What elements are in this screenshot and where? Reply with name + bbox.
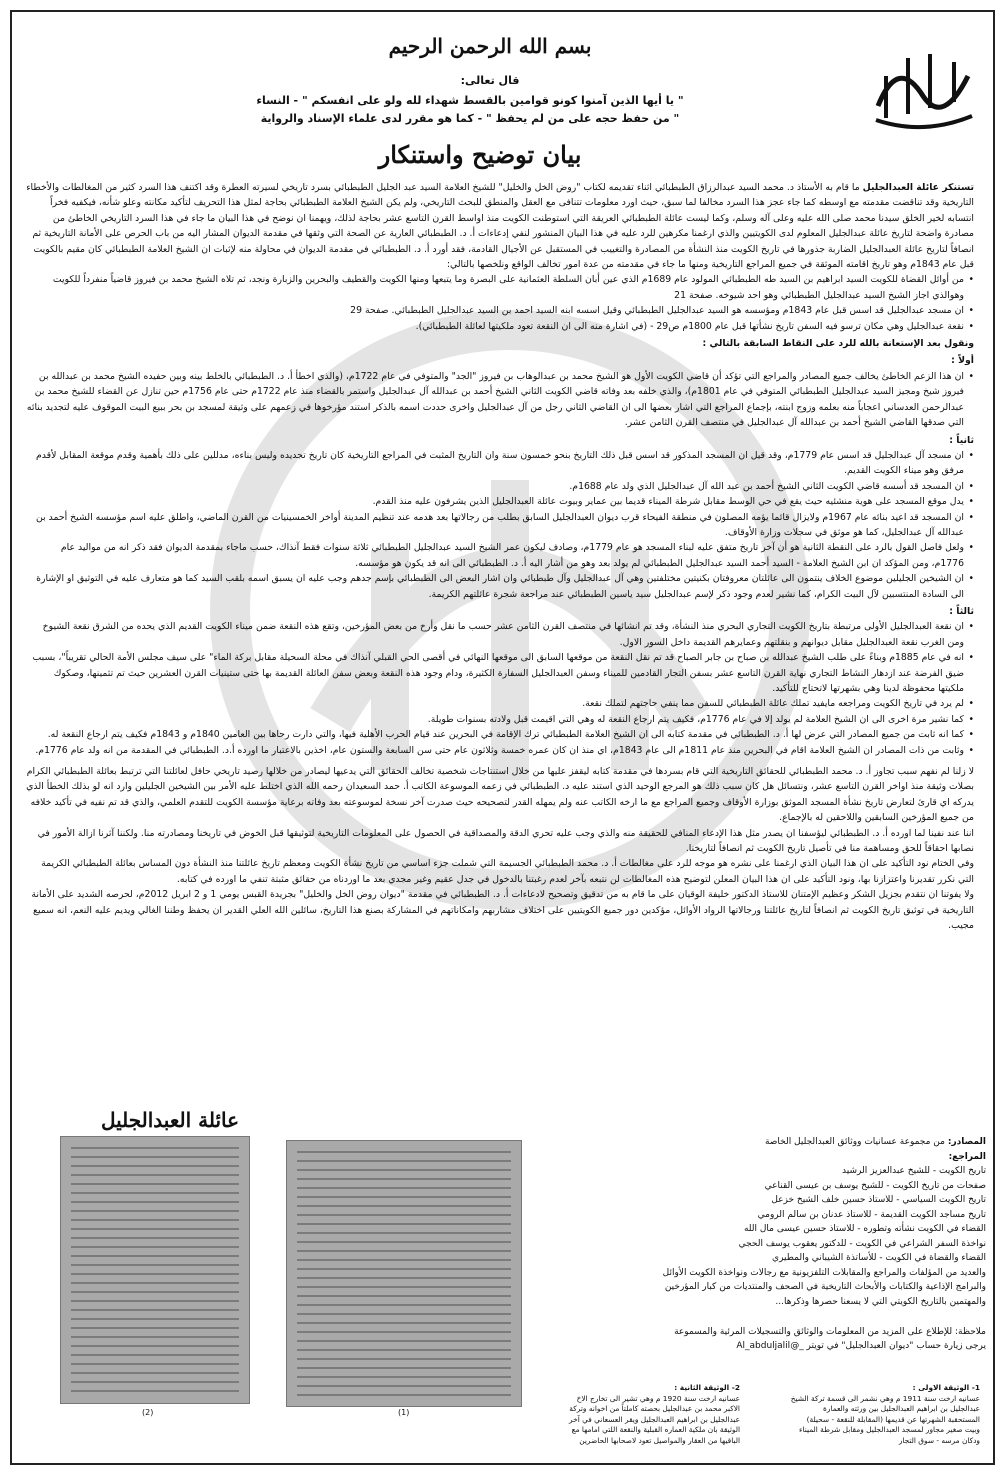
first-header: أولاً :	[951, 355, 974, 367]
document-image-2	[60, 1136, 250, 1404]
note-block	[660, 1325, 986, 1353]
intro-paragraph	[26, 180, 974, 272]
closing-paragraph: اننا عند نفينا لما اورده أ. د. الطبطبائي ليؤسفنا ان يصدر مثل هذا الإدعاء المنافي للحقيقة منه والذي وجب عليه تحري الدقة والمصداقية في الحصول على المعلومات التاريخية لتوثيقها قبل الخوض في تاريخنا ومصادرته منا. ولكننا آثرنا ازالة الأمور في نصابها احقاقاً للحق ومساهمة منا في تأصيل تاريخ الكويت ثم انصافاً لتاريخنا.	[37, 827, 974, 855]
intro-point: • من أوائل القضاة للكويت السيد ابراهيم بن السيد طه الطبطبائي المولود عام 1689م الذي عين أبان السلطة العثمانية على البصرة وما يتبعها ومنها الكويت والقطيف والبحرين والزبارة ونجد، ثم تلاه الشيخ محمد بن فيروز قاضياً منفرداً للكويت وهوالذي اجاز الشيخ السيد عبدالجليل الطبطبائي وهو احد شيوخه. صفحة 21	[26, 272, 974, 303]
doc1-caption	[790, 1383, 980, 1446]
second-header: ثانياً :	[949, 434, 974, 446]
basmala: بسم الله الرحمن الرحيم	[388, 34, 592, 58]
document-image-1	[286, 1140, 522, 1407]
ref-item: نواخذة السفر الشراعي في الكويت - للدكتور يعقوب يوسف الحجي	[738, 1238, 986, 1249]
sources-label: المصادر:	[947, 1137, 986, 1147]
closing-paragraph: ولا يفوتنا ان نتقدم بجزيل الشكر وعظيم الإمتنان للاستاذ الدكتور خليفة الوقيان على ما قام به من تدقيق وتصحيح لادعاءات أ. د. الطبطبائي في مقدمة "ديوان روض الخل والخليل" بجريدة القبس يومي 1 و 2 ابريل 2012م، لحرصه الشديد على الأمانة التاريخية في توثيق تاريخ الكويت ثم انصافاً لتاريخ عائلتنا ورجالاتها الرواد الأوائل، مؤكدين دور جميع الكويتيين على اختلاف مشاربهم وامكاناتهم في المشاركة بصنع هذا التاريخ، سائلين الله العلي القدير ان يحفظ وطننا الغالي ويديم عليه النعم، انه سميع مجيب.	[31, 889, 974, 932]
doc2-caption-title: 2- الوثيقة الثانية :	[674, 1383, 740, 1392]
verse-line-2: " من حفظ حجه على من لم يحفظ " - كما هو مقرر لدى علماء الإسناد والرواية	[260, 112, 680, 125]
ref-item: تاريخ مساجد الكويت القديمة - للاستاذ عدنان بن سالم الرومي	[757, 1209, 986, 1220]
ref-item: والعديد من المؤلفات والمراجع والمقابلات التلفزيونية مع رجالات ونواخذة الكويت الأوائل والبرامج الإذاعية والكتابات والأبحاث التاريخية في الصحف والمنتديات من كبار المؤرخين والمهتمين بالتاريخ الكويتي التي لا يسعنا حصرها وذكرها...	[662, 1267, 986, 1307]
note-line-1: ملاحظة: للإطلاع على المزيد من المعلومات والوثائق والتسجيلات المرئية والمسموعة	[674, 1327, 986, 1337]
second-point: • يدل موقع المسجد على هوية منشئيه حيث يقع في حي الوسط مقابل شرطة الميناء قديما بين عماير وبيوت عائلة العبدالجليل الذين يشرفون عليه منذ القدم.	[26, 494, 974, 509]
doc1-number: (1)	[398, 1408, 410, 1417]
ref-item: تاريخ الكويت السياسي - للاستاذ حسين خلف الشيخ خزعل	[771, 1195, 986, 1205]
reply-header: ونقول بعد الإستعانة بالله للرد على النقاط السابقة بالتالي :	[702, 338, 974, 350]
ref-item: القضاء في الكويت نشأته وتطوره - للاستاذ حسين عيسى مال الله	[743, 1224, 986, 1234]
statement-title: بيان توضيح واستنكار	[378, 140, 582, 169]
family-title: عائلة العبدالجليل	[100, 1108, 240, 1132]
first-point: • ان هذا الزعم الخاطئ يخالف جميع المصادر والمراجع التي تؤكد أن قاضي الكويت الأول هو الشيخ محمد بن عبدالوهاب بن فيروز "الجد" والمتوفي في عام 1722م، (والذي اخطأ أ. د. الطبطبائي بالخلط بينه وبين حفيده الشيخ محمد بن عبدالله بن فيروز شيخ ومجيز السيد عبدالجليل الطبطبائي المتوفي في عام 1801م)، والذي خلفه بعد وفاته قاضي الكويت الثاني الشيخ أحمد بن عبدالله آل عبدالجليل واستمر بالقضاء منذ عام 1722م حتى عام 1756م حين تنازل عن القضاء للشيخ محمد بن عبدالرحمن العدساني اعجاباً منه بعلمه وزوج ابنته، بإجماع المراجع التي اشار بعضها الى ان القاضي الثاني رجل من آل عبدالجليل واخرى حددت اسمه بالذكر استند مؤرخوها في زعمهم على وثيقة لمسجد بن بحر ببيع البيت الموقوف عليه لتجديد بنائه التي صدقها القاضي الشيخ أحمد بن عبدالله آل عبدالجليل في منتصف القرن الثامن عشر.	[26, 369, 974, 431]
verse-line-1: " يا أيها الذين آمنوا كونو قوامين بالقسط شهداء لله ولو على انفسكم " - النساء	[256, 94, 684, 107]
third-point: • لم يرد في تاريخ الكويت ومراجعه مايفيد تملك عائلة الطبطبائي للسفن مما ينفي حاجتهم لتملك نقعة.	[26, 696, 974, 711]
second-point: • ولعل فاصل القول بالرد على النقطة الثانية هو أن آخر تاريخ متفق عليه لبناء المسجد هو عام 1779م، وصادف ليكون عمر الشيخ السيد عبدالجليل الطبطبائي ثلاثة سنوات فقط آنذاك، حسب ماجاء بمقدمة الديوان فقد ذكر انه من مواليد عام 1776م، ومن المؤكد ان ابن الشيخ العلامة - السيد أحمد السيد عبدالجليل الطبطبائي لم يولد بعد وهو من أشار اليه أ. د. الطبطبائي الى انه قد يكون هو مؤسسه.	[26, 540, 974, 571]
second-point: • ان المسجد قد اعيد بنائه عام 1967م ولايزال قائما يؤمه المصلون في منطقة الفيحاء قرب ديوان العبدالجليل السابق بطلب من رجالاتها بعد هدمه عند تنظيم المدينة أواخر الخمسينيات من القرن الماضي، واطلق عليه اسم مؤسسه الشيخ أحمد بن عبدالله آل عبدالجليل، كما هو موثق في سجلات وزارة الأوقاف.	[26, 510, 974, 541]
note-line-2: يرجى زيارة حساب "ديوان العبدالجليل" في تويتر _@Al_abduljalil	[736, 1341, 986, 1351]
sources-line	[660, 1135, 986, 1150]
third-point: • انه في عام 1885م وبناءً على طلب الشيخ عبدالله بن صباح بن جابر الصباح قد تم نقل النقعة من موقعها السابق الى موقعها النهائي في أقصى الحي القبلي آنذاك في محلة السحيلة مقابل بركة الماء" على سيف مجلس الأمة الحالي تقريباً"، بسبب ضيق الفرضة عند ازدهار النشاط التجاري نهاية القرن التاسع عشر بسفن التجار القادمين للميناء وسفن العبدالجليل السفارة الكثيرة، ودام وجود هذه النقعة وبعض سفن العائلة القديمة بها حتى ستينيات القرن العشرين حيث تم تثمينها، وصكوك ملكيتها محفوظة لدينا وهي بشهرتها لاتحتاج للتأكيد.	[26, 650, 974, 696]
third-point: • ان نقعة العبدالجليل الأولى مرتبطة بتاريخ الكويت التجاري البحري منذ النشأة، وقد تم انشائها في منتصف القرن الثامن عشر حسب ما نقل وأرخ من بعض المؤرخين، وتقع هذه النقعة ضمن ميناء الكويت القديم الذي يحده من الشرق نقعة الشيوخ ومن الغرب نقعة العبدالجليل مقابل ديوانهم و بنقلتهم وعمايرهم القديمة داخل السور الاول.	[26, 619, 974, 650]
ref-item: صفحات من تاريخ الكويت - للشيخ يوسف بن عيسى القناعي	[764, 1180, 986, 1191]
second-point: • ان مسجد آل عبدالجليل قد اسس عام 1779م، وقد قيل ان المسجد المذكور قد اسس قبل ذلك التاريخ بنحو خمسون سنة وان التاريخ المثبت في المراجع التاريخية كان تاريخ تجديده وليس بناءه، مدللين على ذلك بأهمية وقدم موقعة المقابل لأقدم مرفق وهو ميناء الكويت القديم.	[26, 448, 974, 479]
sources-block	[660, 1135, 986, 1309]
intro-text: ما قام به الأستاذ د. محمد السيد عبدالرزاق الطبطبائي اثناء تقديمه لكتاب "روض الخل والخليل" للشيخ العلامة السيد عبد الجليل الطبطبائي بسرد تاريخي لسيرته العطرة وقد اكتنف هذا السرد كثير من المغالطات والأخطاء التاريخية وقد تناقضت مقدمته مع اوسطه كما جاء عجز هذا السرد مخالفا لما سبق، حيث اورد معلومات تتنافى مع العقل والمنطق للبحث التاريخي، ولم يكن الشيخ العلامة الطبطبائي بحاجة لمثل هذا التحريف لتأكيد مكانته وعلو شأنه، فيكفيه فخراً انتسابه لخير الخلق سيدنا محمد صلى الله عليه وعلى آله وسلم، وكما ليست عائلة الطبطبائي العريقة التي استوطنت الكويت منذ اواسط القرن التاسع عشر بحاجة لذلك، ويهمنا ان نوضح في هذا البيان ما جاء في هذا السرد التاريخي الخاطئ من مصادرة واضحة لتاريخ عائلة عبدالجليل المعلوم لدى الكويتيين والذي ارغمنا مكرهين للرد عليه في هذا البيان المنشور لنفي إدعاءات أ. د. الطبطبائي العارية عن الصحة التي وثقها في مقدمة الديوان المشار اليه من باب الحرص على الأمانة التاريخية ثم انصافاً لتاريخ عائلة العبدالجليل الضاربة جذورها في تاريخ الكويت منذ النشأة من المصادرة والتغييب في المستقبل عن الأجيال القادمة، فقد أورد أ. د. الطبطبائي في مقدمة الديوان في محاولة منه لإثبات ان الشيخ العلامة الطبطبائي كان مقيم بالكويت قبل عام 1843م وهو تاريخ اقامته الموثقة في جميع المراجع التاريخية ومنها ما جاء في مقدمته من عدة امور تخالف الواقع ونلخصها بالتالي:	[26, 182, 974, 271]
doc2-number: (2)	[142, 1408, 154, 1417]
qal-label: قال تعالى:	[460, 74, 520, 87]
second-point: • ان المسجد قد أسسه قاضي الكويت الثاني الشيخ أحمد بن عبد الله آل عبدالجليل الذي ولد عام 1688م.	[26, 479, 974, 494]
calligraphy-logo-icon	[868, 36, 978, 132]
second-point: • ان الشيخين الجليلين موضوع الخلاف ينتمون الى عائلتان معروفتان بكنيتين مختلفتين وهي آل عبدالجليل وآل طبطبائي وان اشار البعض الى الطبطبائي بإسم جدهم وجب عليه ان يسبق اسمه بلقب السيد كما هو متعارف عليه في التوثيق او الإشارة الى السادة المنتسبين لآل البيت الكرام، كما نشير لعدم وجود ذكر لإسم عبدالجليل سيد ياسين الطبطبائي عند مراجعة شجرة عائلتهم الكريمة.	[26, 571, 974, 602]
refs-label: المراجع:	[948, 1151, 986, 1162]
verse-block	[150, 92, 790, 128]
third-point: • كما انه ثابت من جميع المصادر التي عرض لها أ. د. الطبطبائي في مقدمة كتابه الى ان الشيخ العلامة الطبطبائي ترك الإقامة في البحرين عند قيام الحرب الأهلية فيها، والتي دارت رحاها بين العامين 1840م و 1843م فكيف يتم ارجاع النقعة له.	[26, 727, 974, 742]
sources-text: من مجموعة عسانيات ووثائق العبدالجليل الخاصة	[764, 1137, 945, 1147]
intro-lead: تستنكر عائلة العبدالجليل	[862, 182, 974, 193]
ref-item: تاريخ الكويت - للشيخ عبدالعزيز الرشيد	[842, 1166, 986, 1176]
ref-item: القضاء والقضاة في الكويت - للأساتذة الشيباني والمطيري	[772, 1253, 986, 1263]
doc2-caption	[560, 1383, 740, 1446]
intro-point: • ان مسجد عبدالجليل قد اسس قبل عام 1843م ومؤسسه هو السيد عبدالجليل الطبطبائي وقيل اسسه ابنه السيد احمد بن السيد عبدالجليل الطبطبائي. صفحة 29	[26, 303, 974, 318]
intro-point: • نقعة عبدالجليل وهي مكان ترسو فيه السفن تاريخ نشأتها قبل عام 1800م ص29 - (في اشارة منه الى ان النقعة تعود ملكيتها لعائلة الطبطبائي).	[26, 319, 974, 334]
doc1-caption-title: 1- الوثيقة الاولى :	[912, 1383, 980, 1392]
doc2-caption-text: عسانيه ارخت سنة 1920 م وهي تشير الى تخارج الاخ الاكبر محمد بن عبدالجليل بحصته كاملتاً من اخوانه وتركة عبدالجليل بن ابراهيم العبدالجليل ويقر العسعاني في آخر الوثيقة بان ملكية العماره القبلية والنقعة اللتي امامها مع الباقيها من العقار والمواصيل تعود لاصحابها الحاضرين	[569, 1393, 740, 1445]
third-point: • وثابت من ذات المصادر ان الشيخ العلامة اقام في البحرين منذ عام 1811م الى عام 1843م، اي منذ ان كان عمره خمسة وثلاثون عام حتى سن السابعة والستون عام، اخذين بالاعتبار ما اورده أ.د. الطبطبائي في المقدمة من انه ولد عام 1776م.	[26, 743, 974, 758]
third-header: ثالثاً :	[949, 605, 974, 617]
statement-body	[26, 180, 974, 934]
third-point: • كما نشير مرة اخرى الى ان الشيخ العلامة لم يولد إلا في عام 1776م، فكيف يتم ارجاع النقعة له وهي التي اقيمت قبل ولادته بسنوات طويلة.	[26, 712, 974, 727]
doc1-caption-text: عسانيه ارخت سنة 1911 م وهي نشمر الى قسمة تركة الشيخ عبدالجليل بن ابراهيم العبدالجليل بين ورثته والعمارة المستحقبة الشهرتها عن قديمها (المقابلة للنقعة - سحيلة) وبيت صغير مجاور لمسجد العبدالجليل ومقابل شرطة الميناء ودكان مرسه - سوق التجار	[790, 1393, 980, 1445]
closing-paragraph: وفي الختام نود التأكيد على ان هذا البيان الذي ارغمنا على نشره هو موجه للرد على مغالطات أ. د. محمد الطبطبائي الجسيمة التي شملت جزء اساسي من تاريخ نشأة الكويت ومعظم تاريخ عائلتنا منذ النشأة دون المساس بعائلة الطبطبائي الكريمة التي نكرر تقديرنا واعتزازنا بها، ونود التأكيد على ان هذا البيان المعلن لتوضيح هذه المغالطات لن نتبعه بآخر لعدم رغبتنا بالدخول في جدل عقيم وغير مجدي بعد ما اوردناه من حقائق مثبتة تنفي ما اورده في كتابه.	[41, 858, 974, 885]
closing-paragraph: لا زلنا لم نفهم سبب تجاوز أ. د. محمد الطبطبائي للحقائق التاريخية التي قام بسردها في مقدمة كتابه ليقفز عليها من خلال استنتاجات شخصية تخالف الحقائق التي يدعيها ليصادر من خلالها رصيد تاريخي حافل لعائلتنا التي ترتبط بعائلة الطبطبائي الكرام بصلات وثيقة منذ اواخر القرن التاسع عشر، ونتسائل هل كان سبب ذلك هو المرجع الوحيد الذي استند عليه د. الطبطبائي في زعمه الموسوعة الكاتب أ. حمد السعيدان رحمه الله الذي اختلط عليه الأمر بين الشيخين الجليلين وارد انه لو بذلك الخطأ الذي يدركه اي قارئ لتعارض تاريخ نشأة المسجد الموثق بوزارة الأوقاف وجميع المراجع مع ما ارخه الكاتب عنه ولم يمهله القدر لتصحيحه حيث صدرت آخر نسخة لموسوعته بعد وفاته برعاية مؤسسة الكويت للتقدم العلمي، والذي قد تم نفيه في تأكيد خلافه من جميع المؤرخين السابقين واللاحقين له بالإجماع.	[26, 766, 974, 824]
